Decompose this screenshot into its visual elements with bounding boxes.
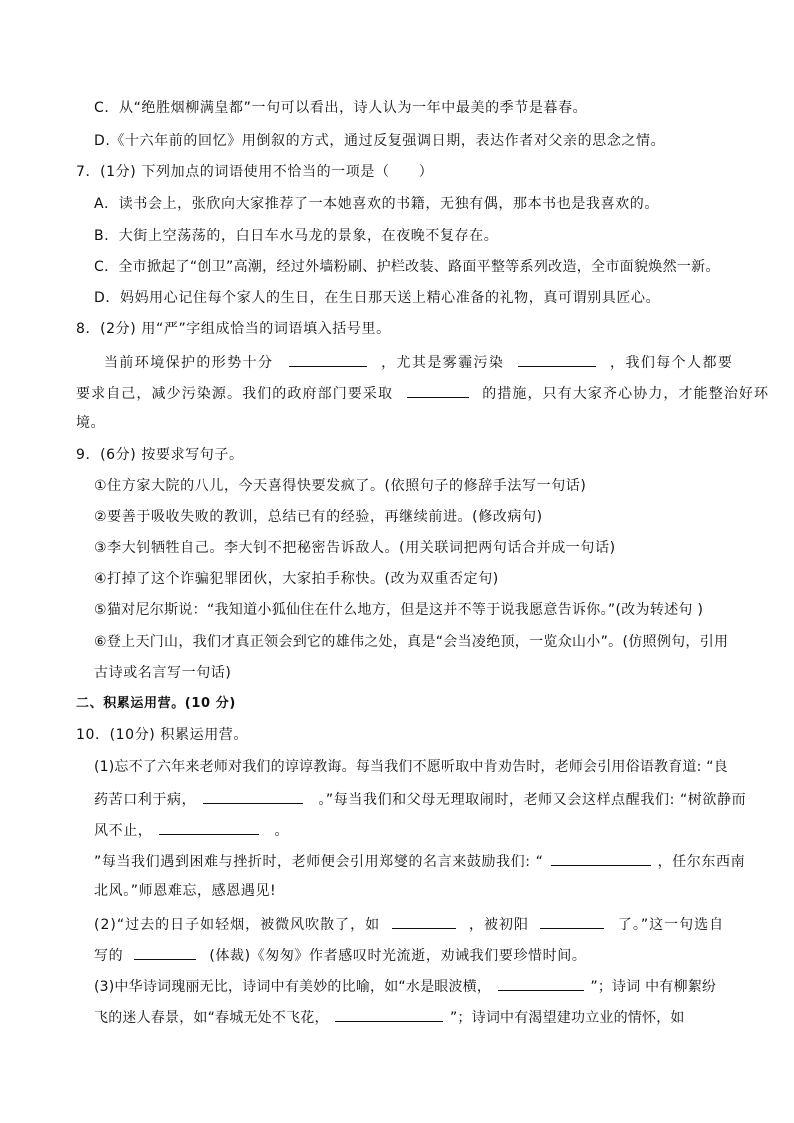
answer-blank[interactable] bbox=[498, 975, 584, 991]
q10-text: 药苦口利于病， bbox=[94, 792, 197, 808]
answer-blank[interactable] bbox=[518, 351, 596, 367]
q10-text: (3)中华诗词瑰丽无比，诗词中有美妙的比喻，如“水是眼波横， bbox=[94, 979, 492, 995]
q10-part2-line1 bbox=[94, 913, 724, 935]
q10-text: 了。”这一句选自 bbox=[617, 917, 725, 933]
option-d-q6: D.《十六年前的回忆》用倒叙的方式，通过反复强调日期，表达作者对父亲的思念之情。 bbox=[94, 133, 666, 149]
q10-text: 。”每当我们和父母无理取闹时，老师又会这样点醒我们: “树欲静而 bbox=[318, 792, 747, 808]
question-9: 9．(6分) 按要求写句子。 bbox=[76, 447, 244, 463]
q9-item-6-cont: 古诗或名言写一句话) bbox=[94, 665, 232, 681]
option-c-q7: C．全市掀起了“创卫”高潮，经过外墙粉刷、护栏改装、路面平整等系列改造，全市面貌焕然一新。 bbox=[94, 259, 720, 275]
answer-blank[interactable] bbox=[159, 819, 259, 835]
question-7: 7．(1分) 下列加点的词语使用不恰当的一项是（ ） bbox=[76, 164, 434, 180]
q10-part1-line2 bbox=[94, 788, 746, 810]
q10-text: ，被初阳 bbox=[469, 917, 529, 933]
q10-text: 写的 bbox=[94, 948, 124, 964]
q10-text: ”每当我们遇到困难与挫折时，老师便会引用郑燮的名言来鼓励我们: “ bbox=[94, 854, 544, 870]
answer-blank[interactable] bbox=[551, 850, 651, 866]
question-8: 8．(2分) 用“严”字组成恰当的词语填入括号里。 bbox=[76, 321, 391, 337]
q10-text: 风不止， bbox=[94, 823, 153, 839]
option-b-q7: B．大街上空荡荡的，白日车水马龙的景象，在夜晚不复存在。 bbox=[94, 228, 499, 244]
q10-text: 飞的迷人春景，如“春城无处不飞花， bbox=[94, 1010, 329, 1026]
q10-text: (体裁)《匆匆》作者感叹时光流逝，劝诫我们要珍惜时间。 bbox=[209, 948, 587, 964]
q10-part2-line2 bbox=[94, 944, 586, 966]
q9-item-4: ④打掉了这个诈骗犯罪团伙，大家拍手称快。(改为双重否定句) bbox=[94, 571, 499, 587]
question-10: 10．(10分) 积累运用营。 bbox=[76, 727, 249, 743]
q10-part3-line1 bbox=[94, 975, 716, 997]
q8-paragraph-line2 bbox=[76, 382, 769, 404]
q9-item-2: ②要善于吸收失败的教训，总结已有的经验，再继续前进。(修改病句) bbox=[94, 509, 543, 525]
option-d-q7: D．妈妈用心记住每个家人的生日，在生日那天送上精心准备的礼物，真可谓别具匠心。 bbox=[94, 290, 661, 306]
q9-item-6: ⑥登上天门山，我们才真正领会到它的雄伟之处，真是“会当凌绝顶，一览众山小”。(仿照例句，引用 bbox=[94, 634, 729, 650]
answer-blank[interactable] bbox=[540, 913, 604, 929]
option-c-q6: C．从“绝胜烟柳满皇都”一句可以看出，诗人认为一年中最美的季节是暮春。 bbox=[94, 100, 588, 116]
q10-part1-line4 bbox=[94, 850, 745, 872]
q8-paragraph-line3: 境。 bbox=[76, 415, 106, 431]
answer-blank[interactable] bbox=[335, 1006, 443, 1022]
q10-text: (2)“过去的日子如轻烟，被微风吹散了，如 bbox=[94, 917, 381, 933]
q8-text: ，我们每个人都要 bbox=[610, 355, 734, 371]
option-a-q7: A．读书会上，张欣向大家推荐了一本她喜欢的书籍，无独有偶，那本书也是我喜欢的。 bbox=[94, 196, 659, 212]
q10-part1-line5: 北风。”师恩难忘，感恩遇见! bbox=[94, 883, 277, 899]
q8-text: 当前环境保护的形势十分 bbox=[104, 355, 274, 371]
section-heading: 二、积累运用营。(10 分) bbox=[76, 696, 236, 711]
q9-item-3: ③李大钊牺牲自己。李大钊不把秘密告诉敌人。(用关联词把两句话合并成一句话) bbox=[94, 540, 616, 556]
q10-text: ”；诗词 中有柳絮纷 bbox=[590, 979, 717, 995]
q10-part1-line1: (1)忘不了六年来老师对我们的谆谆教诲。每当我们不愿听取中肯劝告时，老师会引用俗语教育道: “良 bbox=[94, 759, 728, 775]
q10-text: ”；诗词中有渴望建功立业的情怀，如 bbox=[449, 1010, 685, 1026]
q10-text: ，任尔东西南 bbox=[657, 854, 746, 870]
q9-item-5: ⑤猫对尼尔斯说：“我知道小狐仙住在什么地方，但是这并不等于说我愿意告诉你。”(改为转述句 ) bbox=[94, 602, 704, 618]
q8-text: 要求自己，减少污染源。我们的政府部门要采取 bbox=[76, 386, 394, 402]
q8-paragraph-line1 bbox=[104, 351, 733, 373]
answer-blank[interactable] bbox=[407, 382, 469, 398]
q10-part3-line2 bbox=[94, 1006, 685, 1028]
q9-item-1: ①住方家大院的八儿，今天喜得快要发疯了。(依照句子的修辞手法写一句话) bbox=[94, 478, 587, 494]
q8-text: ，尤其是雾霾污染 bbox=[381, 355, 505, 371]
answer-blank[interactable] bbox=[134, 944, 196, 960]
q10-part1-line3 bbox=[94, 819, 289, 841]
q10-text: 。 bbox=[274, 823, 290, 839]
q8-text: 的措施，只有大家齐心协力，才能整治好环 bbox=[482, 386, 770, 402]
answer-blank[interactable] bbox=[289, 351, 367, 367]
answer-blank[interactable] bbox=[392, 913, 456, 929]
answer-blank[interactable] bbox=[203, 788, 303, 804]
